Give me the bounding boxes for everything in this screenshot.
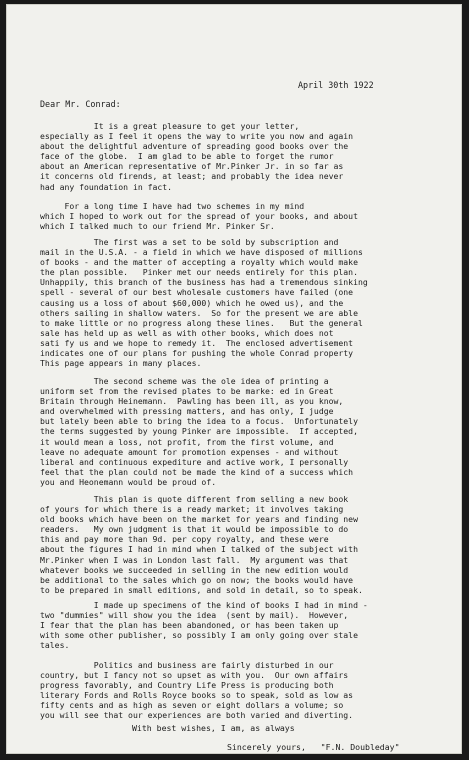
- text-line: It is a great pleasure to get your letter,: [40, 121, 300, 131]
- text-line: it concerns old firends, at least; and probably the idea never: [40, 171, 344, 182]
- text-line: uniform set from the revised plates to be marke: ed in Great: [40, 386, 334, 397]
- text-line: which I hoped to work out for the spread of your books, and about: [40, 211, 358, 222]
- paragraph-6: [40, 600, 450, 650]
- text-line: This page appears in many places.: [40, 358, 202, 369]
- text-line: Britain through Heinemann. Pawling has been ill, as you know,: [40, 396, 344, 407]
- text-line: to make little or no progress along these lines. But the general: [40, 317, 363, 328]
- text-line: the plan possible. Pinker met our needs entirely for this plan.: [40, 267, 358, 278]
- salutation: Dear Mr. Conrad:: [40, 99, 121, 109]
- text-line: The first was a set to be sold by subscription and: [40, 237, 339, 247]
- text-line: it would mean a loss, not profit, from the first volume, and: [40, 436, 334, 447]
- text-line: which I talked much to our friend Mr. Pinker Sr.: [40, 221, 275, 232]
- text-line: I fear that the plan has been abandoned, or has been taken up: [40, 620, 339, 631]
- text-line: This plan is quote different from selling a new book: [40, 494, 349, 504]
- text-line: old books which have been on the market for years and finding new: [40, 514, 358, 525]
- text-line: about the figures I had in mind when I talked of the subject with: [40, 544, 358, 555]
- text-line: readers. My own judgment is that it would be impossible to do: [40, 524, 349, 535]
- text-line: progress favorably, and Country Life Press is producing both: [40, 680, 334, 691]
- text-line: liberal and continuous expediture and active work, I personally: [40, 456, 349, 467]
- signature-line: Sincerely yours, "F.N. Doubleday": [227, 742, 400, 752]
- paragraph-2: [40, 201, 450, 231]
- text-line: about the delightful adventure of spreading good books over the: [40, 141, 349, 152]
- text-line: and overwhelmed with pressing matters, and has only, I judge: [40, 406, 334, 417]
- paragraph-3: [40, 237, 450, 368]
- text-line: had any foundation in fact.: [40, 181, 173, 192]
- text-line: Politics and business are fairly disturbed in our: [40, 660, 334, 670]
- text-line: the terms suggested by young Pinker are impossible. If accepted,: [40, 426, 358, 437]
- text-line: especially as I feel it opens the way to write you now and again: [40, 131, 354, 142]
- text-line: Mr.Pinker when I was in London last fall. My argument was that: [40, 554, 349, 565]
- text-line: fifty cents and as high as seven or eight dollars a volume; so: [40, 700, 344, 711]
- text-line: to be prepared in small editions, and sold in detail, so to speak.: [40, 584, 363, 595]
- paragraph-4: [40, 376, 450, 487]
- text-line: I made up specimens of the kind of books I had in mind -: [40, 600, 368, 610]
- text-line: sale has held up as well as with other books, which does not: [40, 327, 334, 338]
- text-line: literary Fords and Rolls Royce books so to speak, sold as low as: [40, 690, 354, 701]
- text-line: feel that the plan could not be made the kind of a success which: [40, 466, 354, 477]
- text-line: leave no adequate amount for promotion expenses - and without: [40, 446, 339, 457]
- text-line: two "dummies" will show you the idea (sent by mail). However,: [40, 610, 349, 621]
- paragraph-7: [40, 660, 450, 721]
- closing-line: With best wishes, I am, as always: [132, 723, 295, 733]
- text-line: you will see that our experiences are both varied and diverting.: [40, 710, 354, 721]
- text-line: of books - and the matter of accepting a royalty which would make: [40, 257, 358, 268]
- letter-date: April 30th 1922: [298, 80, 374, 90]
- text-line: face of the globe. I am glad to be able to forget the rumor: [40, 151, 334, 162]
- text-line: be additional to the sales which go on now; the books would have: [40, 574, 354, 585]
- text-line: causing us a loss of about $60,000) which he owed us), and the: [40, 297, 344, 308]
- text-line: you and Heonemann would be proud of.: [40, 476, 217, 487]
- text-line: mail in the U.S.A. - a field in which we have disposed of millions: [40, 247, 363, 258]
- text-line: For a long time I have had two schemes in my mind: [40, 201, 305, 211]
- text-line: but lately been able to bring the idea to a focus. Unfortunately: [40, 416, 358, 427]
- text-line: indicates one of our plans for pushing the whole Conrad property: [40, 348, 354, 359]
- text-line: of yours for which there is a ready market; it involves taking: [40, 504, 344, 515]
- text-line: sati fy us and we hope to remedy it. The enclosed advertisement: [40, 337, 354, 348]
- text-line: with some other publisher, so possibly I am only going over stale: [40, 630, 358, 641]
- text-line: Unhappily, this branch of the business has had a tremendous sinking: [40, 277, 368, 288]
- paragraph-1: [40, 121, 450, 192]
- letter-page: [6, 4, 462, 754]
- text-line: about an American representative of Mr.Pinker Jr. in so far as: [40, 161, 344, 172]
- text-line: country, but I fancy not so upset as with you. Our own affairs: [40, 670, 349, 681]
- text-line: The second scheme was the ole idea of printing a: [40, 376, 329, 386]
- text-line: tales.: [40, 640, 70, 651]
- paragraph-5: [40, 494, 450, 595]
- text-line: others sailing in shallow waters. So for the present we are able: [40, 307, 358, 318]
- text-line: this and pay more than 9d. per copy royalty, and these were: [40, 534, 329, 545]
- text-line: whatever books we succeeded in selling in the new edition would: [40, 564, 349, 575]
- text-line: spell - several of our best wholesale customers have failed (one: [40, 287, 354, 298]
